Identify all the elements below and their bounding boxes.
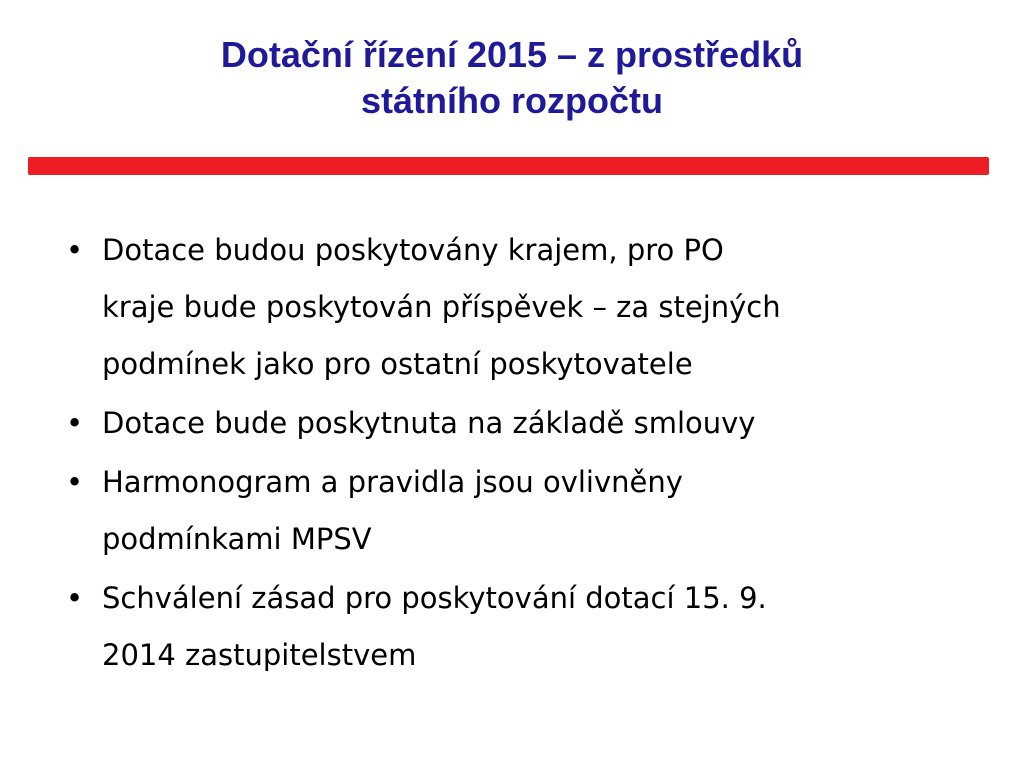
bullet-dot-icon: • [66, 406, 84, 440]
bullet-item-3 [64, 454, 964, 568]
title-underline-bar [28, 157, 989, 175]
bullet-text-line: 2014 zastupitelstvem [102, 638, 417, 672]
bullet-dot-icon: • [66, 233, 84, 267]
bullet-text-line: kraje bude poskytován příspěvek – za stejných [102, 290, 781, 324]
bullet-dot-icon: • [66, 465, 84, 499]
slide-title-line-1: Dotační řízení 2015 – z prostředků [220, 34, 804, 75]
bullet-dot-icon: • [66, 581, 84, 615]
bullet-item-1 [64, 222, 964, 393]
bullet-text-line: Dotace bude poskytnuta na základě smlouvy [102, 406, 756, 440]
bullet-text-line: Harmonogram a pravidla jsou ovlivněny [102, 465, 683, 499]
bullet-list [64, 222, 964, 686]
bullet-text-line: Dotace budou poskytovány krajem, pro PO [102, 233, 724, 267]
bullet-text-line: Schválení zásad pro poskytování dotací 15. 9. [102, 581, 767, 615]
bullet-item-4 [64, 570, 964, 684]
bullet-text-line: podmínkami MPSV [102, 522, 372, 556]
bullet-item-2 [64, 395, 964, 452]
slide-title [112, 32, 912, 124]
bullet-text-line: podmínek jako pro ostatní poskytovatele [102, 347, 693, 381]
slide-title-line-2: státního rozpočtu [361, 80, 663, 121]
